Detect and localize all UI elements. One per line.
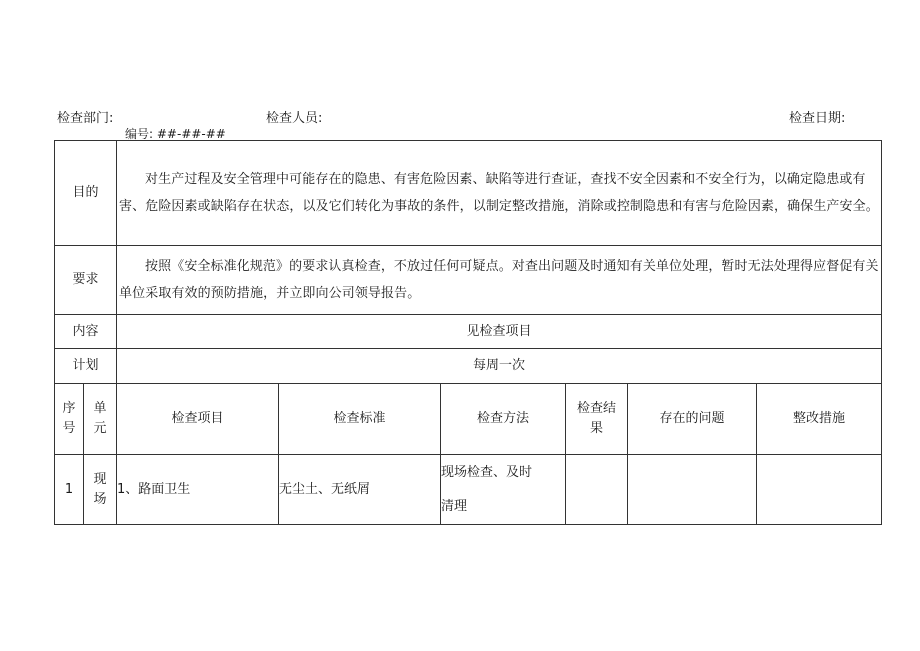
requirement-cell	[117, 246, 882, 315]
item-seq: 1	[55, 455, 84, 525]
dept-label: 检查部门:	[57, 111, 114, 126]
item-unit	[84, 455, 117, 525]
col-seq-top: 序	[62, 401, 76, 416]
col-result-top: 检查结	[577, 401, 617, 416]
item-method-top: 现场检查、及时	[441, 464, 533, 480]
date-label: 检查日期:	[789, 111, 846, 126]
purpose-label: 目的	[55, 141, 117, 246]
item-unit-bottom: 场	[93, 491, 107, 507]
col-unit-top: 单	[93, 401, 107, 416]
item-unit-top: 现	[93, 471, 107, 487]
requirement-label: 要求	[55, 246, 117, 315]
item-rectify	[757, 455, 882, 525]
plan-row	[55, 349, 882, 384]
content-row	[55, 315, 882, 349]
purpose-row	[55, 141, 882, 246]
col-problem: 存在的问题	[628, 384, 757, 455]
col-unit	[84, 384, 117, 455]
col-result-bottom: 果	[590, 421, 604, 436]
col-item: 检查项目	[117, 384, 279, 455]
col-result	[566, 384, 628, 455]
item-method-bottom: 清理	[441, 498, 468, 514]
col-rectify: 整改措施	[757, 384, 882, 455]
item-problem	[628, 455, 757, 525]
col-seq	[55, 384, 84, 455]
col-method: 检查方法	[441, 384, 566, 455]
item-name: 1、路面卫生	[117, 455, 279, 525]
plan-label: 计划	[55, 349, 117, 384]
plan-value: 每周一次	[117, 349, 882, 384]
item-result	[566, 455, 628, 525]
item-method	[441, 455, 566, 525]
code-value: ##-##-##	[156, 127, 226, 141]
requirement-row	[55, 246, 882, 315]
requirement-text: 按照《安全标准化规范》的要求认真检查，不放过任何可疑点。对查出问题及时通知有关单位处理，暂时无法处理得应督促有关单位采取有效的预防措施，并立即向公司领导报告。	[119, 259, 879, 301]
item-standard: 无尘土、无纸屑	[279, 455, 441, 525]
inspection-table	[54, 140, 882, 525]
col-standard: 检查标准	[279, 384, 441, 455]
inspector-label: 检查人员:	[266, 111, 323, 126]
content-value: 见检查项目	[117, 315, 882, 349]
content-label: 内容	[55, 315, 117, 349]
column-header-row	[55, 384, 882, 455]
code-label: 编号:	[125, 127, 154, 141]
purpose-text: 对生产过程及安全管理中可能存在的隐患、有害危险因素、缺陷等进行查证，查找不安全因素和不安全行为，以确定隐患或有害、危险因素或缺陷存在状态，以及它们转化为事故的条件，以制定整改措施，消除或控制隐患和有害与危险因素，确保生产安全。	[119, 172, 879, 214]
col-seq-bottom: 号	[62, 421, 76, 436]
purpose-cell	[117, 141, 882, 246]
table-row	[55, 455, 882, 525]
col-unit-bottom: 元	[93, 421, 107, 436]
